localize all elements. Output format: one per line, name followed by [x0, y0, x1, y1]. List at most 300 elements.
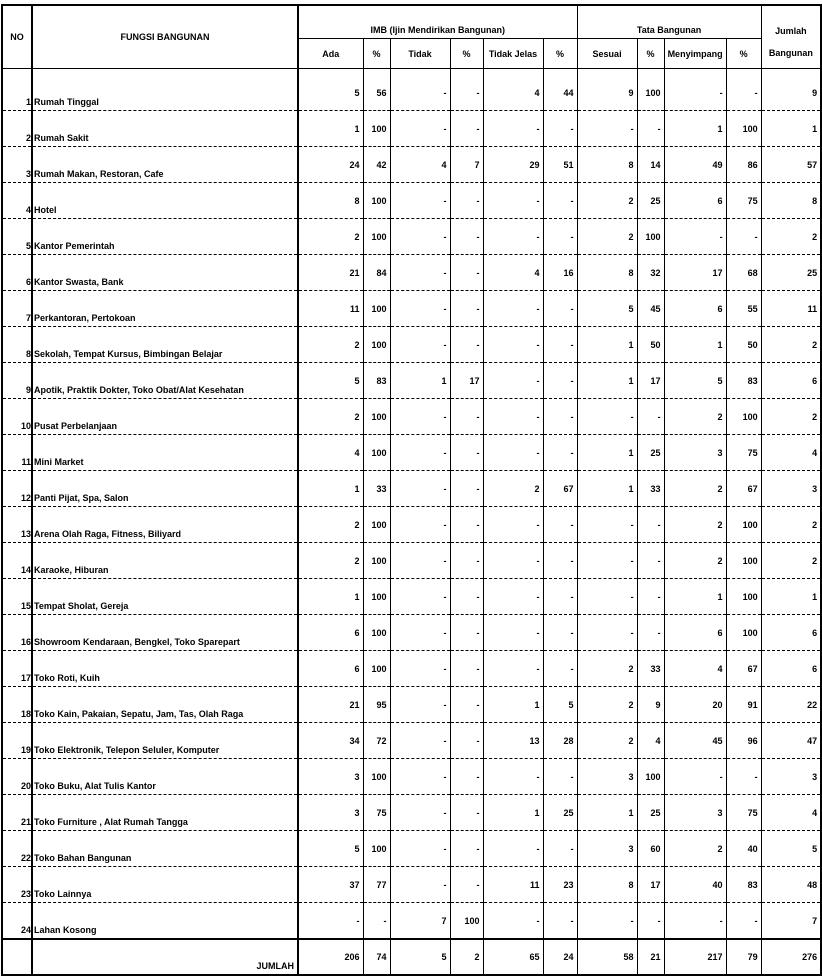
cell-menyimpang-pct: 68	[726, 255, 761, 291]
cell-ada-pct: 100	[363, 327, 390, 363]
table-row	[2, 759, 821, 795]
cell-ada-pct: 100	[363, 759, 390, 795]
cell-menyimpang-pct: 55	[726, 291, 761, 327]
cell-tidak-jelas: -	[483, 903, 543, 940]
row-function-name: Pusat Perbelanjaan	[32, 399, 298, 435]
cell-tidak-pct: -	[450, 723, 483, 759]
cell-ada-pct: -	[363, 903, 390, 940]
cell-jumlah: 3	[761, 759, 821, 795]
row-number: 20	[2, 759, 32, 795]
row-number: 21	[2, 795, 32, 831]
cell-tidak-jelas: -	[483, 543, 543, 579]
cell-jumlah: 6	[761, 615, 821, 651]
cell-ada: 21	[298, 255, 363, 291]
cell-tidak-pct: -	[450, 651, 483, 687]
table-row	[2, 183, 821, 219]
cell-tidak-pct: -	[450, 507, 483, 543]
cell-tidak-jelas: -	[483, 759, 543, 795]
row-function-name: Karaoke, Hiburan	[32, 543, 298, 579]
total-tidak-pct: 2	[450, 939, 483, 975]
cell-ada-pct: 100	[363, 651, 390, 687]
cell-tidak-jelas-pct: -	[543, 327, 577, 363]
cell-menyimpang: 49	[664, 147, 726, 183]
cell-tidak: -	[390, 75, 450, 111]
cell-tidak: -	[390, 543, 450, 579]
total-menyimpang: 217	[664, 939, 726, 975]
total-row	[2, 939, 821, 975]
cell-sesuai-pct: 25	[637, 183, 664, 219]
row-number: 13	[2, 507, 32, 543]
cell-tidak-jelas-pct: -	[543, 543, 577, 579]
cell-sesuai: 1	[577, 471, 637, 507]
cell-jumlah: 48	[761, 867, 821, 903]
cell-tidak: -	[390, 111, 450, 147]
cell-ada-pct: 83	[363, 363, 390, 399]
cell-tidak-pct: -	[450, 615, 483, 651]
row-number: 7	[2, 291, 32, 327]
cell-jumlah: 4	[761, 795, 821, 831]
col-header-tidak-pct: %	[450, 39, 483, 69]
col-header-fungsi: FUNGSI BANGUNAN	[32, 5, 298, 69]
cell-sesuai-pct: 25	[637, 435, 664, 471]
cell-sesuai-pct: 60	[637, 831, 664, 867]
row-function-name: Toko Kain, Pakaian, Sepatu, Jam, Tas, Olah Raga	[32, 687, 298, 723]
cell-ada-pct: 84	[363, 255, 390, 291]
row-function-name: Rumah Tinggal	[32, 75, 298, 111]
row-number: 15	[2, 579, 32, 615]
row-function-name: Perkantoran, Pertokoan	[32, 291, 298, 327]
row-number: 3	[2, 147, 32, 183]
cell-tidak: -	[390, 291, 450, 327]
cell-tidak-pct: -	[450, 327, 483, 363]
cell-sesuai: -	[577, 579, 637, 615]
cell-sesuai: -	[577, 615, 637, 651]
cell-ada: -	[298, 903, 363, 940]
cell-tidak: -	[390, 327, 450, 363]
cell-menyimpang-pct: 67	[726, 651, 761, 687]
cell-sesuai-pct: 100	[637, 75, 664, 111]
cell-menyimpang-pct: 83	[726, 363, 761, 399]
cell-ada: 2	[298, 543, 363, 579]
cell-jumlah: 7	[761, 903, 821, 940]
cell-menyimpang-pct: 96	[726, 723, 761, 759]
cell-tidak-jelas-pct: 16	[543, 255, 577, 291]
cell-tidak-jelas-pct: -	[543, 111, 577, 147]
table-row	[2, 615, 821, 651]
cell-sesuai: 2	[577, 723, 637, 759]
cell-menyimpang: 2	[664, 471, 726, 507]
cell-ada-pct: 100	[363, 291, 390, 327]
table-row	[2, 363, 821, 399]
cell-menyimpang: 6	[664, 183, 726, 219]
cell-ada-pct: 100	[363, 579, 390, 615]
cell-menyimpang: 3	[664, 795, 726, 831]
cell-tidak-jelas-pct: -	[543, 363, 577, 399]
cell-tidak-jelas-pct: 51	[543, 147, 577, 183]
table-row	[2, 507, 821, 543]
cell-sesuai-pct: 100	[637, 759, 664, 795]
total-menyimpang-pct: 79	[726, 939, 761, 975]
cell-tidak: 4	[390, 147, 450, 183]
total-number-blank	[2, 939, 32, 975]
row-number: 11	[2, 435, 32, 471]
row-function-name: Hotel	[32, 183, 298, 219]
cell-ada: 37	[298, 867, 363, 903]
cell-menyimpang: -	[664, 759, 726, 795]
cell-jumlah: 5	[761, 831, 821, 867]
row-function-name: Mini Market	[32, 435, 298, 471]
row-function-name: Panti Pijat, Spa, Salon	[32, 471, 298, 507]
cell-tidak: -	[390, 795, 450, 831]
cell-menyimpang-pct: 100	[726, 579, 761, 615]
cell-menyimpang: 40	[664, 867, 726, 903]
cell-tidak-jelas-pct: -	[543, 831, 577, 867]
cell-tidak-jelas-pct: -	[543, 759, 577, 795]
table-row	[2, 543, 821, 579]
cell-tidak-jelas: 2	[483, 471, 543, 507]
cell-sesuai: 1	[577, 363, 637, 399]
cell-tidak-jelas-pct: -	[543, 903, 577, 940]
table-row	[2, 291, 821, 327]
total-label: JUMLAH	[32, 939, 298, 975]
cell-jumlah: 2	[761, 507, 821, 543]
cell-tidak: -	[390, 471, 450, 507]
total-tidak: 5	[390, 939, 450, 975]
cell-tidak-pct: 7	[450, 147, 483, 183]
cell-ada: 34	[298, 723, 363, 759]
cell-tidak-jelas: -	[483, 831, 543, 867]
cell-tidak-jelas-pct: 44	[543, 75, 577, 111]
row-function-name: Rumah Sakit	[32, 111, 298, 147]
row-number: 10	[2, 399, 32, 435]
cell-jumlah: 3	[761, 471, 821, 507]
cell-ada-pct: 42	[363, 147, 390, 183]
row-number: 24	[2, 903, 32, 940]
cell-menyimpang: 2	[664, 831, 726, 867]
cell-menyimpang: 2	[664, 399, 726, 435]
cell-jumlah: 6	[761, 363, 821, 399]
col-header-sesuai-pct: %	[637, 39, 664, 69]
col-header-jumlah-bottom: Bangunan	[761, 39, 821, 69]
table-row	[2, 399, 821, 435]
cell-sesuai: 1	[577, 435, 637, 471]
cell-ada: 8	[298, 183, 363, 219]
cell-tidak-jelas-pct: 25	[543, 795, 577, 831]
row-function-name: Kantor Pemerintah	[32, 219, 298, 255]
cell-tidak-jelas-pct: 28	[543, 723, 577, 759]
table-row	[2, 795, 821, 831]
row-number: 6	[2, 255, 32, 291]
cell-tidak-jelas: 4	[483, 75, 543, 111]
row-function-name: Apotik, Praktik Dokter, Toko Obat/Alat Kesehatan	[32, 363, 298, 399]
cell-sesuai-pct: -	[637, 111, 664, 147]
cell-tidak: -	[390, 651, 450, 687]
cell-tidak-pct: 100	[450, 903, 483, 940]
row-function-name: Toko Bahan Bangunan	[32, 831, 298, 867]
cell-sesuai: 8	[577, 867, 637, 903]
cell-menyimpang: 2	[664, 507, 726, 543]
cell-tidak-jelas: -	[483, 399, 543, 435]
cell-tidak-pct: -	[450, 867, 483, 903]
table-row	[2, 75, 821, 111]
cell-ada-pct: 56	[363, 75, 390, 111]
cell-ada-pct: 100	[363, 219, 390, 255]
cell-menyimpang: 4	[664, 651, 726, 687]
cell-sesuai-pct: -	[637, 903, 664, 940]
cell-tidak-jelas-pct: -	[543, 435, 577, 471]
cell-tidak-jelas: 1	[483, 795, 543, 831]
cell-ada-pct: 72	[363, 723, 390, 759]
cell-tidak-pct: -	[450, 183, 483, 219]
cell-sesuai-pct: 32	[637, 255, 664, 291]
cell-sesuai: -	[577, 903, 637, 940]
cell-tidak: -	[390, 183, 450, 219]
row-function-name: Toko Lainnya	[32, 867, 298, 903]
cell-tidak-jelas: -	[483, 363, 543, 399]
cell-tidak-jelas: -	[483, 435, 543, 471]
cell-tidak-jelas-pct: 5	[543, 687, 577, 723]
cell-jumlah: 22	[761, 687, 821, 723]
cell-tidak: -	[390, 507, 450, 543]
cell-tidak-jelas-pct: -	[543, 183, 577, 219]
cell-menyimpang-pct: 40	[726, 831, 761, 867]
cell-tidak-pct: -	[450, 291, 483, 327]
cell-ada: 11	[298, 291, 363, 327]
cell-tidak: -	[390, 723, 450, 759]
cell-sesuai-pct: -	[637, 399, 664, 435]
row-function-name: Tempat Sholat, Gereja	[32, 579, 298, 615]
cell-menyimpang: 2	[664, 543, 726, 579]
total-jumlah: 276	[761, 939, 821, 975]
cell-menyimpang: 3	[664, 435, 726, 471]
cell-jumlah: 4	[761, 435, 821, 471]
cell-jumlah: 2	[761, 219, 821, 255]
cell-tidak: -	[390, 867, 450, 903]
cell-jumlah: 8	[761, 183, 821, 219]
cell-ada: 5	[298, 831, 363, 867]
cell-jumlah: 47	[761, 723, 821, 759]
total-tidak-jelas: 65	[483, 939, 543, 975]
cell-tidak-jelas: -	[483, 111, 543, 147]
cell-menyimpang-pct: 100	[726, 111, 761, 147]
table-row	[2, 435, 821, 471]
cell-tidak-pct: -	[450, 111, 483, 147]
cell-ada: 21	[298, 687, 363, 723]
cell-sesuai-pct: 9	[637, 687, 664, 723]
cell-ada-pct: 100	[363, 111, 390, 147]
cell-ada: 1	[298, 111, 363, 147]
cell-tidak-jelas-pct: -	[543, 507, 577, 543]
cell-sesuai-pct: 100	[637, 219, 664, 255]
cell-ada-pct: 100	[363, 399, 390, 435]
cell-jumlah: 1	[761, 579, 821, 615]
cell-menyimpang: 6	[664, 291, 726, 327]
cell-menyimpang: 5	[664, 363, 726, 399]
cell-menyimpang-pct: -	[726, 759, 761, 795]
row-number: 12	[2, 471, 32, 507]
table-row	[2, 579, 821, 615]
cell-ada: 3	[298, 795, 363, 831]
cell-menyimpang-pct: 75	[726, 183, 761, 219]
cell-tidak-pct: -	[450, 219, 483, 255]
cell-jumlah: 25	[761, 255, 821, 291]
cell-tidak: -	[390, 255, 450, 291]
cell-ada: 2	[298, 219, 363, 255]
row-number: 8	[2, 327, 32, 363]
row-number: 23	[2, 867, 32, 903]
cell-tidak-jelas-pct: -	[543, 615, 577, 651]
cell-menyimpang-pct: 50	[726, 327, 761, 363]
cell-menyimpang-pct: 83	[726, 867, 761, 903]
cell-tidak-jelas: -	[483, 219, 543, 255]
cell-tidak: -	[390, 615, 450, 651]
cell-sesuai: -	[577, 399, 637, 435]
cell-sesuai-pct: 17	[637, 363, 664, 399]
col-header-ada-pct: %	[363, 39, 390, 69]
cell-sesuai-pct: 33	[637, 651, 664, 687]
cell-tidak-pct: -	[450, 687, 483, 723]
table-row	[2, 687, 821, 723]
col-header-menyimpang: Menyimpang	[664, 39, 726, 69]
cell-ada: 2	[298, 507, 363, 543]
cell-sesuai: 5	[577, 291, 637, 327]
cell-ada: 3	[298, 759, 363, 795]
table-row	[2, 867, 821, 903]
cell-tidak-pct: -	[450, 795, 483, 831]
cell-jumlah: 11	[761, 291, 821, 327]
cell-tidak-pct: -	[450, 831, 483, 867]
cell-tidak-jelas: -	[483, 651, 543, 687]
cell-menyimpang: 20	[664, 687, 726, 723]
cell-sesuai: 2	[577, 219, 637, 255]
cell-sesuai-pct: -	[637, 579, 664, 615]
cell-tidak-jelas: -	[483, 615, 543, 651]
cell-jumlah: 2	[761, 543, 821, 579]
col-header-sesuai: Sesuai	[577, 39, 637, 69]
row-function-name: Toko Elektronik, Telepon Seluler, Komputer	[32, 723, 298, 759]
cell-tidak-jelas-pct: 67	[543, 471, 577, 507]
cell-menyimpang-pct: -	[726, 75, 761, 111]
table-row	[2, 255, 821, 291]
row-number: 1	[2, 75, 32, 111]
row-number: 16	[2, 615, 32, 651]
table-row	[2, 471, 821, 507]
cell-ada: 5	[298, 75, 363, 111]
cell-jumlah: 1	[761, 111, 821, 147]
cell-tidak-pct: -	[450, 759, 483, 795]
cell-sesuai: 9	[577, 75, 637, 111]
cell-ada-pct: 100	[363, 183, 390, 219]
total-sesuai: 58	[577, 939, 637, 975]
table-row	[2, 111, 821, 147]
cell-jumlah: 9	[761, 75, 821, 111]
table-row	[2, 651, 821, 687]
table-row	[2, 147, 821, 183]
cell-ada: 1	[298, 579, 363, 615]
cell-sesuai: 1	[577, 327, 637, 363]
total-ada-pct: 74	[363, 939, 390, 975]
col-header-jumlah-top: Jumlah	[761, 5, 821, 39]
row-number: 5	[2, 219, 32, 255]
cell-sesuai: 2	[577, 687, 637, 723]
row-number: 19	[2, 723, 32, 759]
cell-sesuai-pct: 33	[637, 471, 664, 507]
cell-tidak-jelas: 4	[483, 255, 543, 291]
cell-ada-pct: 33	[363, 471, 390, 507]
total-tidak-jelas-pct: 24	[543, 939, 577, 975]
cell-tidak-pct: -	[450, 255, 483, 291]
cell-tidak: -	[390, 687, 450, 723]
cell-ada-pct: 100	[363, 543, 390, 579]
cell-sesuai: 8	[577, 255, 637, 291]
row-number: 4	[2, 183, 32, 219]
cell-jumlah: 2	[761, 327, 821, 363]
cell-ada: 1	[298, 471, 363, 507]
building-function-table	[1, 4, 822, 976]
cell-menyimpang-pct: 75	[726, 795, 761, 831]
cell-menyimpang: 17	[664, 255, 726, 291]
cell-tidak-pct: -	[450, 471, 483, 507]
cell-menyimpang-pct: -	[726, 903, 761, 940]
cell-tidak-jelas: 13	[483, 723, 543, 759]
cell-tidak: -	[390, 435, 450, 471]
cell-ada: 2	[298, 399, 363, 435]
cell-tidak-jelas-pct: -	[543, 579, 577, 615]
cell-tidak-pct: -	[450, 543, 483, 579]
col-header-tidak: Tidak	[390, 39, 450, 69]
cell-menyimpang-pct: 75	[726, 435, 761, 471]
cell-sesuai-pct: -	[637, 543, 664, 579]
cell-ada: 4	[298, 435, 363, 471]
cell-tidak: -	[390, 579, 450, 615]
group-header-imb: IMB (Ijin Mendirikan Bangunan)	[298, 5, 577, 39]
cell-menyimpang: -	[664, 903, 726, 940]
cell-tidak-jelas-pct: -	[543, 219, 577, 255]
cell-tidak-jelas: -	[483, 291, 543, 327]
cell-menyimpang-pct: 67	[726, 471, 761, 507]
table-row	[2, 903, 821, 940]
cell-jumlah: 57	[761, 147, 821, 183]
cell-tidak-pct: -	[450, 399, 483, 435]
cell-tidak-jelas-pct: -	[543, 399, 577, 435]
col-header-menyimpang-pct: %	[726, 39, 761, 69]
cell-tidak: 1	[390, 363, 450, 399]
cell-tidak-jelas: 11	[483, 867, 543, 903]
row-function-name: Lahan Kosong	[32, 903, 298, 940]
cell-ada-pct: 100	[363, 435, 390, 471]
cell-tidak-pct: -	[450, 579, 483, 615]
cell-sesuai-pct: -	[637, 507, 664, 543]
row-number: 14	[2, 543, 32, 579]
cell-menyimpang: -	[664, 75, 726, 111]
table-row	[2, 723, 821, 759]
cell-ada-pct: 100	[363, 507, 390, 543]
cell-sesuai-pct: 4	[637, 723, 664, 759]
row-function-name: Arena Olah Raga, Fitness, Biliyard	[32, 507, 298, 543]
cell-tidak-pct: -	[450, 435, 483, 471]
row-number: 17	[2, 651, 32, 687]
group-header-tata: Tata Bangunan	[577, 5, 761, 39]
row-function-name: Showroom Kendaraan, Bengkel, Toko Sparepart	[32, 615, 298, 651]
header-row-1	[2, 5, 821, 39]
cell-tidak-jelas: -	[483, 183, 543, 219]
total-sesuai-pct: 21	[637, 939, 664, 975]
cell-tidak-jelas-pct: -	[543, 651, 577, 687]
cell-tidak: -	[390, 831, 450, 867]
cell-menyimpang: 1	[664, 327, 726, 363]
cell-ada: 5	[298, 363, 363, 399]
cell-tidak-jelas: 29	[483, 147, 543, 183]
